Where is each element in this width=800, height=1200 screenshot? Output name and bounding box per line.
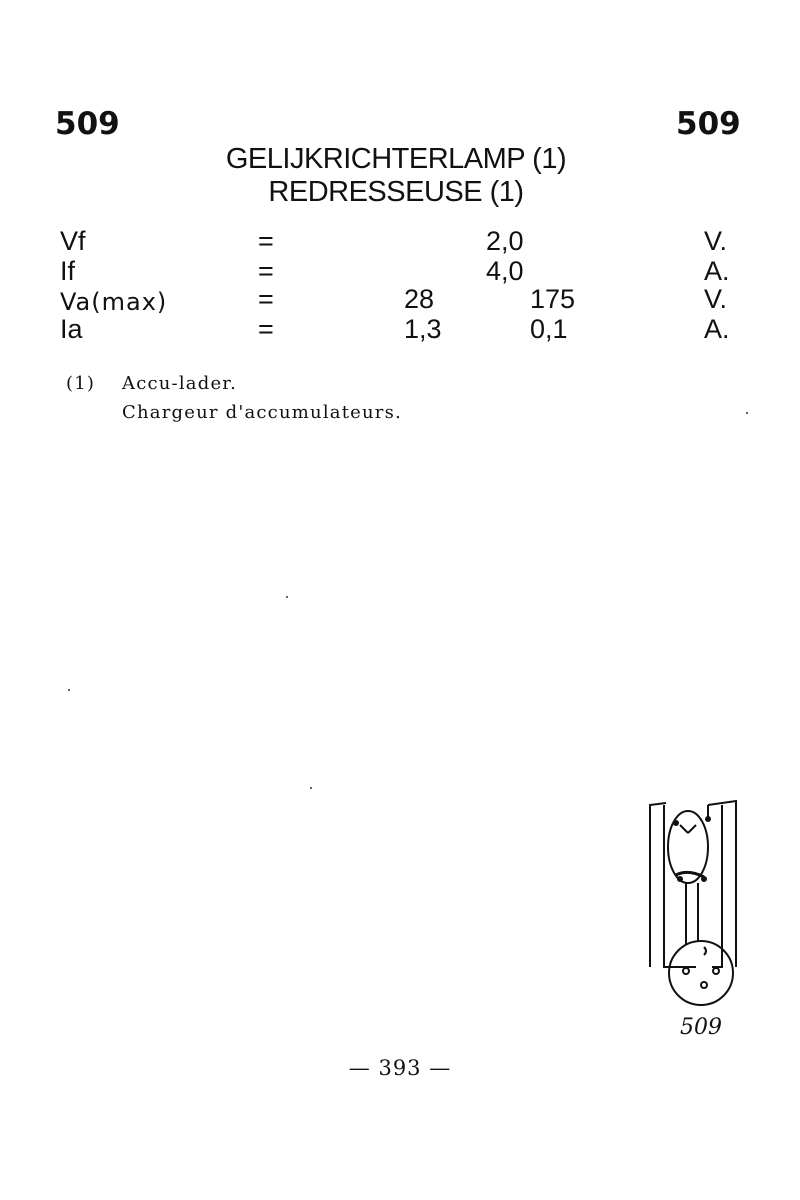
title-dutch: GELIJKRICHTERLAMP (1) bbox=[225, 143, 567, 175]
spec-unit: A. bbox=[704, 314, 730, 344]
spec-equals: = bbox=[258, 226, 274, 256]
scan-speck bbox=[286, 596, 288, 598]
scan-speck bbox=[310, 787, 312, 789]
spec-symbol: Ia bbox=[60, 314, 83, 344]
scan-speck bbox=[746, 412, 748, 414]
tube-base-diagram bbox=[640, 795, 750, 1045]
page-number: — 393 — bbox=[348, 1056, 452, 1080]
tube-number-right: 509 bbox=[676, 106, 741, 142]
spec-symbol: Va(max) bbox=[60, 288, 168, 316]
spec-equals: = bbox=[258, 314, 274, 344]
title-french: REDRESSEUSE (1) bbox=[268, 176, 524, 208]
spec-value: 2,0 bbox=[486, 226, 524, 256]
spec-value: 4,0 bbox=[486, 256, 524, 286]
spec-unit: A. bbox=[704, 256, 730, 286]
footnote-marker: (1) bbox=[66, 373, 96, 394]
spec-value-second: 0,1 bbox=[530, 314, 568, 344]
spec-symbol: Vf bbox=[60, 226, 86, 256]
tube-number-left: 509 bbox=[55, 106, 120, 142]
spec-value-first: 28 bbox=[404, 284, 435, 314]
spec-row-ia bbox=[0, 314, 800, 346]
scan-speck bbox=[68, 689, 70, 691]
spec-value-first: 1,3 bbox=[404, 314, 442, 344]
spec-equals: = bbox=[258, 256, 274, 286]
spec-equals: = bbox=[258, 284, 274, 314]
spec-row-va-max bbox=[0, 284, 800, 316]
spec-row-vf bbox=[0, 226, 800, 258]
spec-symbol: If bbox=[60, 256, 76, 286]
spec-unit: V. bbox=[704, 226, 728, 256]
footnote-dutch: Accu-lader. bbox=[122, 373, 238, 394]
spec-unit: V. bbox=[704, 284, 728, 314]
footnote-french: Chargeur d'accumulateurs. bbox=[122, 402, 402, 423]
diagram-label: 509 bbox=[680, 1015, 722, 1040]
spec-value-second: 175 bbox=[530, 284, 576, 314]
